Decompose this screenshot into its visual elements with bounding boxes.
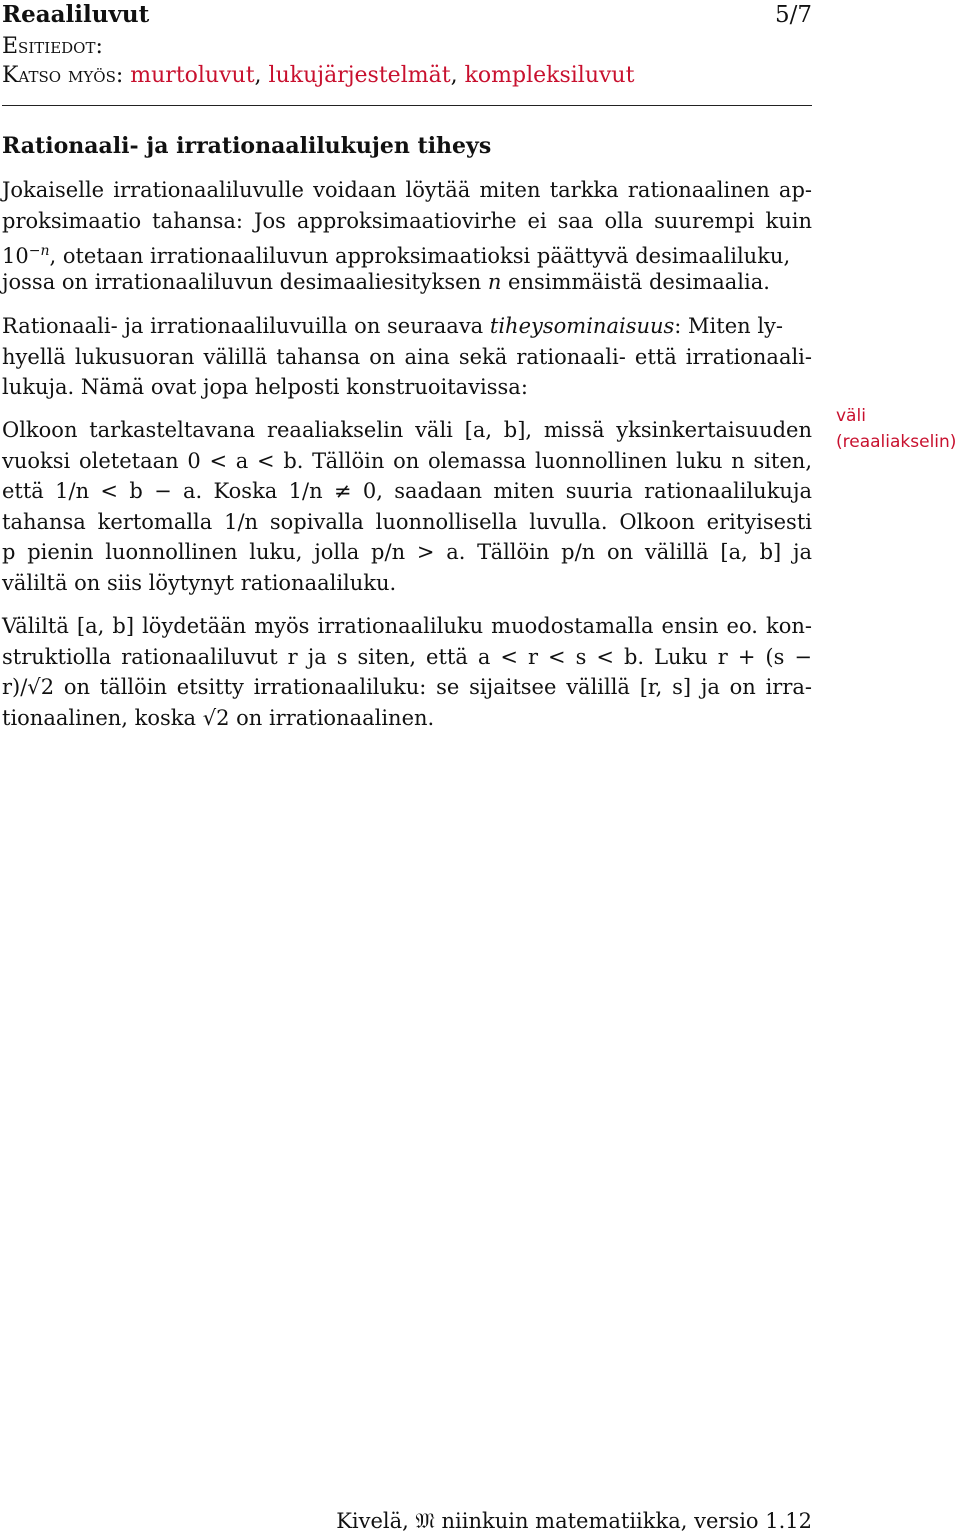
text-line: että 1/n < b − a. Koska 1/n ≠ 0, saadaan miten suuria rationaalilukuja [2,479,812,504]
text-line [2,311,812,342]
text-line: proksimaatio tahansa: Jos approksimaatiovirhe ei saa olla suurempi kuin [2,208,812,233]
see-also-line [2,61,634,91]
paragraph-approximation [2,175,812,297]
math-n: n [487,269,502,294]
text-line: Jokaiselle irrationaaliluvulle voidaan löytää miten tarkka rationaalinen ap- [2,178,812,202]
page-footer: Kivelä, 𝔐 niinkuin matematiikka, versio 1.12 [336,1509,812,1533]
prerequisites-line [2,32,103,62]
text-fragment: jossa on irrationaaliluvun desimaaliesityksen [2,269,482,294]
text-line: lukuja. Nämä ovat jopa helposti konstruoitavissa: [2,375,528,400]
text-fragment: , otetaan irrationaaliluvun approksimaatioksi päättyvä desimaaliluku, [49,244,791,269]
emphasis-term: tiheysominaisuus [489,314,675,338]
link-murtoluvut[interactable]: murtoluvut [130,63,255,88]
text-line: vuoksi oletetaan 0 < a < b. Tällöin on olemassa luonnollinen luku n siten, [2,448,812,473]
paragraph-irrational-construction [2,611,812,733]
page-title: Reaaliluvut [2,1,150,28]
text-fragment: Rationaali- ja irrationaaliluvuilla on seuraava [2,314,484,338]
paragraph-rational-construction [2,415,812,599]
link-kompleksiluvut[interactable]: kompleksiluvut [464,63,635,88]
header-divider [2,105,812,106]
paragraph-density [2,311,812,403]
text-line: tionaalinen, koska √2 on irrationaalinen. [2,705,435,730]
text-line: hyellä lukusuoran välillä tahansa on aina sekä rationaali- että irrationaali- [2,344,812,369]
text-line: p pienin luonnollinen luku, jolla p/n > a. Tällöin p/n on välillä [a, b] ja [2,540,812,565]
link-lukujarjestelmat[interactable]: lukujärjestelmät [268,63,451,88]
text-line [2,267,812,298]
see-also-label: Katso myös: [2,63,124,88]
text-line: struktiolla rationaaliluvut r ja s siten, että a < r < s < b. Luku r + (s − [2,644,812,669]
margin-note-line: (reaaliakselin) [836,432,957,452]
page-number: 5/7 [774,2,812,28]
prerequisites-label: Esitiedot: [2,34,103,59]
margin-note-line: väli [836,406,866,426]
text-line: Olkoon tarkasteltavana reaaliakselin väli [a, b], missä yksinkertaisuuden [2,418,812,442]
text-line: r)/√2 on tällöin etsitty irrationaaliluku: se sijaitsee välillä [r, s] ja on irra- [2,675,812,700]
section-title: Rationaali- ja irrationaalilukujen tiheys [2,133,492,159]
text-line: tahansa kertomalla 1/n sopivalla luonnollisella luvulla. Olkoon erityisesti [2,509,812,534]
text-line: väliltä on siis löytynyt rationaaliluku. [2,570,397,595]
text-fragment: : Miten ly- [674,314,784,338]
text-line [2,236,812,267]
text-fragment: ensimmäistä desimaalia. [508,269,770,294]
separator: , [450,63,465,88]
math-ten: 10 [2,244,29,269]
separator: , [254,63,269,88]
margin-note-interval[interactable] [836,403,960,455]
text-line: Väliltä [a, b] löydetään myös irrationaaliluku muodostamalla ensin eo. kon- [2,614,812,638]
math-exponent: −n [28,243,50,260]
